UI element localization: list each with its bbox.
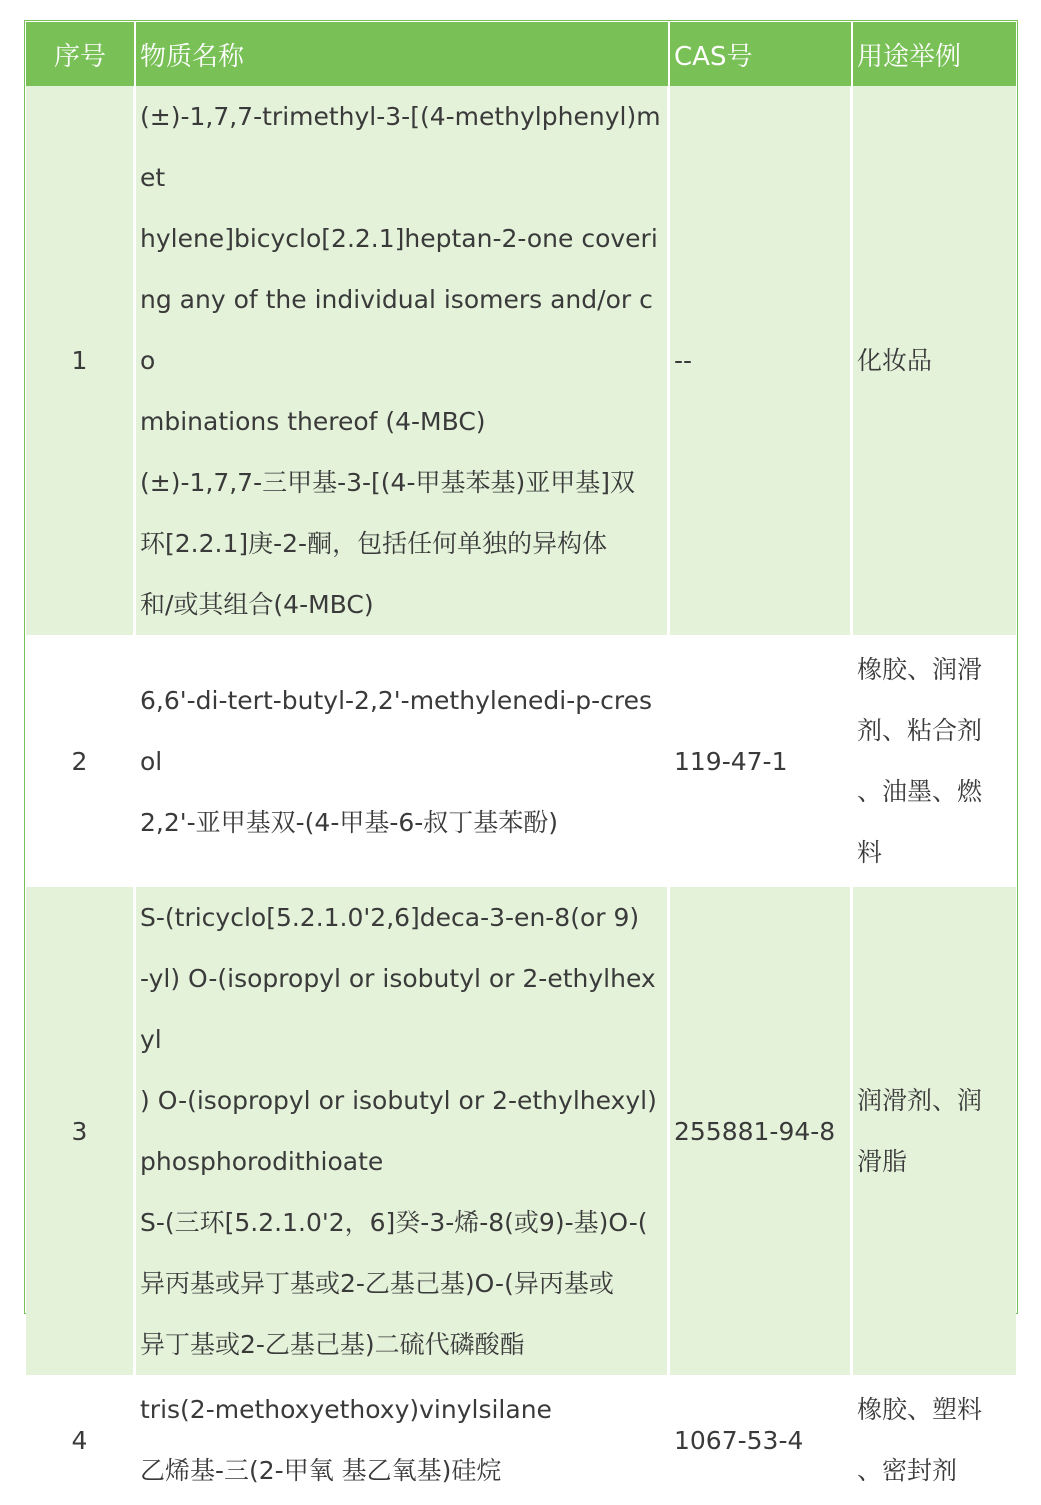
use-example-line: 化妆品: [857, 346, 933, 375]
use-example-line: 橡胶、润滑: [857, 655, 983, 684]
substance-name-line: tris(2-methoxyethoxy)vinylsilane: [140, 1395, 552, 1424]
table-header: [26, 22, 1016, 86]
table-row: [26, 887, 1016, 1379]
header-use-examples: 用途举例: [853, 22, 1016, 86]
substance-name-line: 和/或其组合(4-MBC): [140, 590, 374, 619]
substance-name-line: 6,6'-di-tert-butyl-2,2'-methylenedi-p-cres: [140, 685, 653, 715]
use-example-line: 剂、粘合剂: [857, 716, 983, 745]
use-example-line: 料: [857, 838, 883, 867]
use-example-line: 橡胶、塑料: [857, 1395, 983, 1424]
substance-name-line: 环[2.2.1]庚-2-酮，包括任何单独的异构体: [140, 529, 608, 558]
substance-name-line: 2,2'-亚甲基双-(4-甲基-6-叔丁基苯酚): [140, 807, 559, 837]
substance-name-line: 异丁基或2-乙基己基)二硫代磷酸酯: [140, 1330, 525, 1359]
substance-name-line: ol: [140, 746, 163, 776]
substance-name-cell: [136, 639, 670, 887]
header-substance-name: 物质名称: [136, 22, 670, 86]
substance-name-line: S-(三环[5.2.1.0'2，6]癸-3-烯-8(或9)-基)O-(: [140, 1208, 648, 1237]
use-example-line: 润滑剂、润: [857, 1086, 983, 1115]
substance-name-cell: [136, 86, 670, 639]
table-row: [26, 639, 1016, 887]
row-number-cell: 4: [26, 1379, 136, 1505]
substance-name-line: ) O-(isopropyl or isobutyl or 2-ethylhexyl): [140, 1086, 657, 1115]
table-row: [26, 1379, 1016, 1505]
use-examples-cell: [853, 887, 1016, 1379]
use-example-line: 、油墨、燃: [857, 777, 983, 806]
table-row: [26, 86, 1016, 639]
substance-name-cell: [136, 1379, 670, 1505]
header-cas-number: CAS号: [670, 22, 853, 86]
use-examples-cell: [853, 639, 1016, 887]
use-examples-cell: [853, 86, 1016, 639]
substance-name-line: hylene]bicyclo[2.2.1]heptan-2-one coveri: [140, 224, 658, 253]
substance-name-line: (±)-1,7,7-trimethyl-3-[(4-methylphenyl)met: [140, 102, 661, 192]
cas-number-cell: 119-47-1: [670, 639, 853, 887]
substance-table-container: [26, 22, 1016, 1505]
substance-name-cell: [136, 887, 670, 1379]
use-example-line: 、密封剂: [857, 1456, 958, 1485]
cas-number-cell: 255881-94-8: [670, 887, 853, 1379]
substance-name-line: 乙烯基-三(2-甲氧 基乙氧基)硅烷: [140, 1456, 502, 1485]
use-example-line: 滑脂: [857, 1147, 908, 1176]
row-number-cell: 2: [26, 639, 136, 887]
substance-name-line: S-(tricyclo[5.2.1.0'2,6]deca-3-en-8(or 9): [140, 903, 640, 932]
cas-number-cell: 1067-53-4: [670, 1379, 853, 1505]
substance-table: [26, 22, 1016, 1505]
use-examples-cell: [853, 1379, 1016, 1505]
substance-name-line: phosphorodithioate: [140, 1147, 384, 1176]
header-row: [26, 22, 1016, 86]
header-number: 序号: [26, 22, 136, 86]
table-body: [26, 86, 1016, 1505]
row-number-cell: 3: [26, 887, 136, 1379]
row-number-cell: 1: [26, 86, 136, 639]
cas-number-cell: --: [670, 86, 853, 639]
substance-name-line: mbinations thereof (4-MBC): [140, 407, 486, 436]
substance-name-line: (±)-1,7,7-三甲基-3-[(4-甲基苯基)亚甲基]双: [140, 468, 635, 497]
substance-name-line: ng any of the individual isomers and/or co: [140, 285, 653, 375]
substance-name-line: -yl) O-(isopropyl or isobutyl or 2-ethylhexyl: [140, 964, 656, 1054]
substance-name-line: 异丙基或异丁基或2-乙基己基)O-(异丙基或: [140, 1269, 614, 1298]
